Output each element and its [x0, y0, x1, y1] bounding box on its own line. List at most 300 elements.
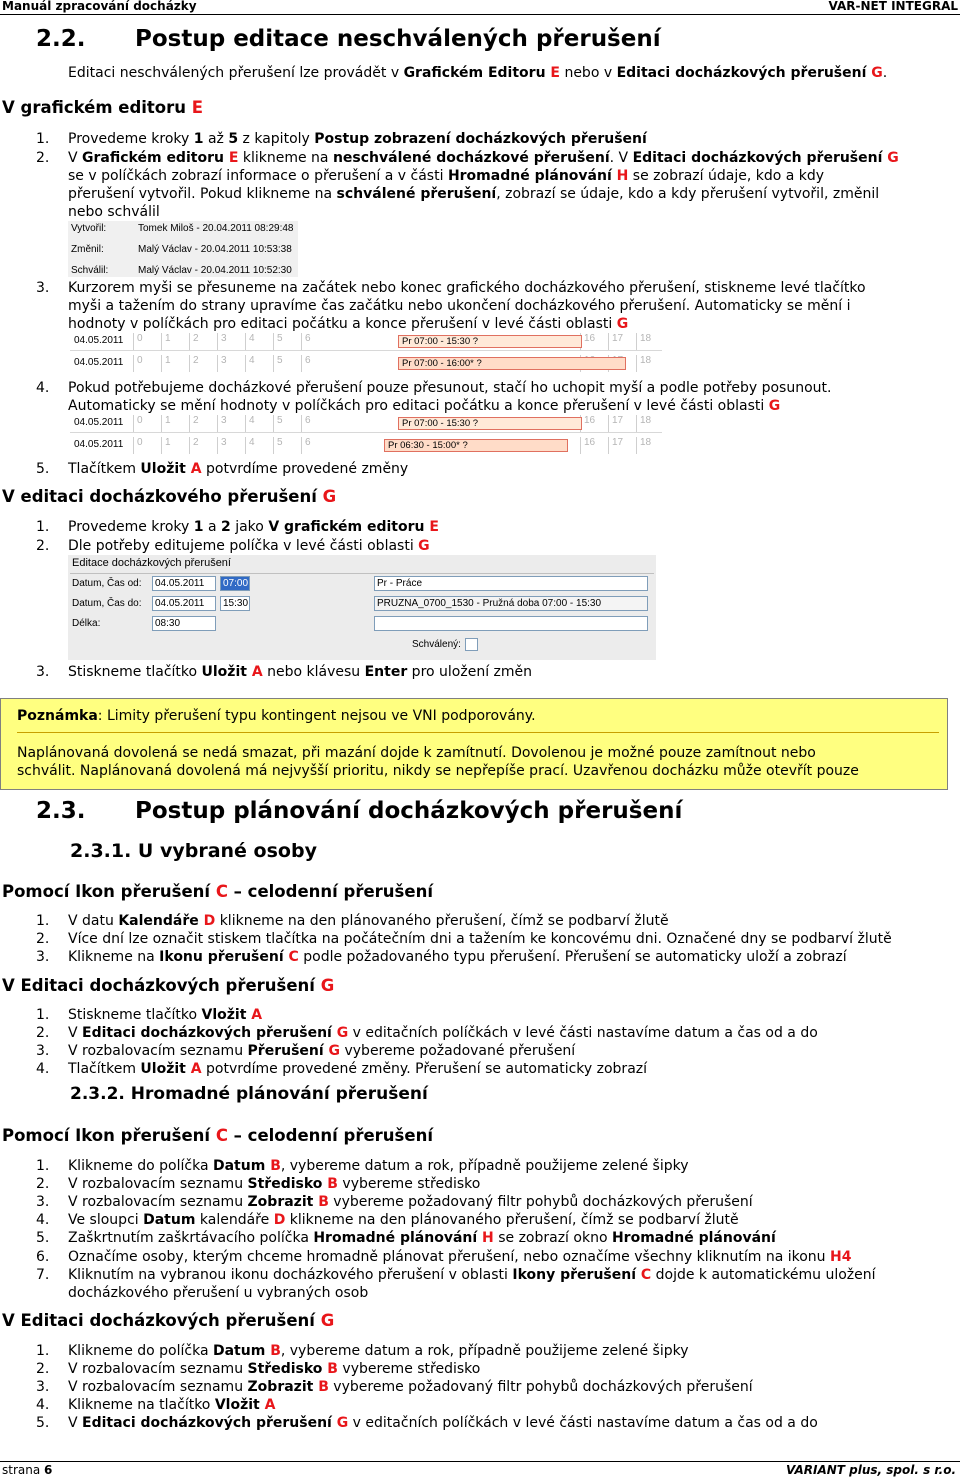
ref-letter: A	[251, 1007, 263, 1023]
ref-letter: A	[251, 664, 263, 680]
hour-cell: 0	[133, 415, 161, 432]
text: Tlačítkem	[68, 1061, 141, 1077]
ref-letter: G	[418, 538, 430, 554]
list-number: 2.	[36, 538, 50, 554]
page-number: 6	[44, 1463, 53, 1477]
interruption-type-select[interactable]: Pr - Práce	[374, 576, 648, 591]
section-heading-2-3-1: 2.3.1. U vybrané osoby	[70, 840, 317, 862]
header-right: VAR-NET INTEGRAL	[828, 0, 958, 13]
list-number: 4.	[36, 1061, 50, 1077]
page-label: strana	[2, 1463, 41, 1477]
text: kalendáře	[195, 1212, 274, 1228]
note-line: Naplánovaná dovolená se nedá smazat, při mazání dojde k zamítnutí. Dovolenou je možné pouze zamítnout nebo	[17, 745, 816, 761]
text-bold: 1	[193, 519, 204, 535]
text: V	[68, 1415, 83, 1431]
list-item	[36, 518, 439, 536]
list-item	[36, 1042, 575, 1060]
text: . V	[609, 150, 633, 166]
hour-cell: 3	[217, 437, 245, 454]
hour-cell: 6	[301, 415, 329, 432]
list-number: 3.	[36, 1043, 50, 1059]
text-bold: Středisko	[247, 1176, 328, 1192]
text: vybereme středisko	[337, 1361, 481, 1377]
list-item	[36, 1229, 776, 1247]
text: Provedeme kroky	[68, 519, 194, 535]
note-box	[0, 698, 948, 790]
heading-text: V Editaci docházkových přerušení	[2, 976, 321, 995]
text: Stiskneme tlačítko	[68, 664, 202, 680]
list-number: 4.	[36, 1212, 50, 1228]
text: podle požadovaného typu přerušení. Přerušení se automaticky uloží a zobrazí	[298, 949, 847, 965]
text-bold: Vložit	[201, 1007, 252, 1023]
text: , vybereme datum a rok, případně použijeme zelené šipky	[280, 1158, 689, 1174]
list-item-continuation	[68, 185, 879, 203]
list-item	[36, 1414, 818, 1432]
to-time-input[interactable]: 15:30	[220, 596, 250, 611]
heading-text: V editaci docházkového přerušení	[2, 487, 323, 506]
hour-cell: 5	[273, 333, 301, 350]
edit-form-screenshot	[68, 555, 656, 660]
note-input[interactable]	[374, 616, 648, 631]
interruption-bar[interactable]: Pr 06:30 - 15:00* ?	[384, 439, 568, 452]
list-item	[36, 1360, 480, 1378]
ref-letter: E	[429, 519, 439, 535]
to-label: Datum, Čas do:	[72, 598, 142, 609]
text: , zobrazí se údaje, kdo a kdy přerušení vytvořil, změnil	[496, 186, 880, 202]
hour-cell: 4	[245, 333, 273, 350]
ref-letter: A	[190, 1061, 202, 1077]
intro-paragraph	[68, 64, 887, 82]
text-bold: Ikony přerušení	[512, 1267, 641, 1283]
text: vybereme požadované přerušení	[340, 1043, 576, 1059]
list-item	[36, 1157, 689, 1175]
text: Klikneme na	[68, 949, 160, 965]
hour-cell: 3	[217, 355, 245, 372]
ref-letter: C	[640, 1267, 652, 1283]
list-number: 4.	[36, 380, 50, 396]
text: potvrdíme provedené změny	[201, 461, 409, 477]
ref-letter: E	[191, 98, 204, 117]
text: vybereme požadovaný filtr pohybů docházkových přerušení	[328, 1379, 753, 1395]
list-number: 1.	[36, 519, 50, 535]
text-bold: 2	[221, 519, 231, 535]
list-number: 5.	[36, 461, 50, 477]
list-number: 3.	[36, 1194, 50, 1210]
list-number: 3.	[36, 280, 50, 296]
text: a	[203, 519, 222, 535]
text: , vybereme datum a rok, případně použijeme zelené šipky	[280, 1343, 689, 1359]
footer-company: VARIANT plus, spol. s r.o.	[786, 1463, 956, 1477]
hour-cell: 17	[608, 415, 636, 432]
text-bold: Hromadné plánování	[611, 1230, 776, 1246]
text: Více dní lze označit stiskem tlačítka na počátečním dni a tažením ke koncovému dni. Označené dny se podbarví žlutě	[68, 931, 892, 947]
hour-cell: 2	[189, 355, 217, 372]
header-left: Manuál zpracování docházky	[2, 0, 197, 13]
ref-letter: B	[318, 1194, 329, 1210]
text: klikneme na	[238, 150, 333, 166]
ref-letter: G	[328, 1043, 341, 1059]
list-item	[36, 279, 866, 297]
text: klikneme na den plánovaného přerušení, čímž se podbarví žlutě	[285, 1212, 739, 1228]
text-bold: Datum	[143, 1212, 196, 1228]
text: Pokud potřebujeme docházkové přerušení pouze přesunout, stačí ho uchopit myší a podle potřeby posunout.	[68, 380, 832, 396]
list-number: 3.	[36, 664, 50, 680]
timeline-screenshot-a	[70, 333, 662, 375]
list-item	[36, 1024, 818, 1042]
list-number: 6.	[36, 1249, 50, 1265]
list-item-continuation: myši a tažením do strany upravíme čas začátku nebo ukončení docházkového přerušení. Automaticky se mění i	[68, 298, 851, 314]
list-number: 5.	[36, 1230, 50, 1246]
subheading-graphic-editor	[2, 98, 203, 117]
hour-cell: 4	[245, 355, 273, 372]
work-plan-field: PRUZNA_0700_1530 - Pružná doba 07:00 - 15:30	[374, 596, 648, 611]
list-number: 3.	[36, 1379, 50, 1395]
ref-letter: G	[322, 487, 337, 506]
list-number: 1.	[36, 131, 50, 147]
hour-cell: 2	[189, 437, 217, 454]
form-title: Editace docházkových přerušení	[72, 557, 231, 569]
list-number: 2.	[36, 931, 50, 947]
hour-cell: 18	[636, 437, 662, 454]
approved-label: Schválil:	[71, 265, 109, 276]
text: vybereme požadovaný filtr pohybů docházkových přerušení	[328, 1194, 753, 1210]
hour-cell: 6	[301, 355, 329, 372]
length-label: Délka:	[72, 618, 101, 629]
text: až	[203, 131, 229, 147]
note-line: schválit. Naplánovaná dovolená má nejvyšší prioritu, nikdy se nepřepíše prací. Uzavřenou docházku může otevřít pouze	[17, 763, 859, 779]
text-bold: Editaci docházkových přerušení	[82, 1025, 337, 1041]
timeline-screenshot-b	[70, 415, 662, 457]
note-label: Poznámka	[17, 708, 98, 724]
text: Ve sloupci	[68, 1212, 144, 1228]
section-heading-2-2	[36, 26, 661, 52]
subheading	[2, 1311, 334, 1330]
text-bold: 5	[228, 131, 239, 147]
text: V rozbalovacím seznamu	[68, 1043, 248, 1059]
text: V rozbalovacím seznamu	[68, 1194, 248, 1210]
list-number: 3.	[36, 949, 50, 965]
text-bold: neschválené docházkové přerušení	[332, 150, 610, 166]
ref-letter: C	[215, 882, 228, 901]
text: Kurzorem myši se přesuneme na začátek nebo konec grafického docházkového přerušení, stiskneme levé tlačítko	[68, 280, 866, 296]
subheading	[2, 1126, 433, 1145]
text-bold: Kalendáře	[118, 913, 204, 929]
text: klikneme na den plánovaného přerušení, čímž se podbarví žlutě	[215, 913, 669, 929]
ref-letter: E	[228, 150, 239, 166]
timeline-row	[70, 437, 662, 454]
list-item-continuation	[68, 315, 628, 333]
text: V	[68, 1025, 83, 1041]
ref-letter: G	[887, 150, 899, 166]
subheading	[2, 976, 334, 995]
ref-letter: A	[264, 1397, 276, 1413]
approved-label: Schválený:	[412, 639, 461, 650]
ref-letter: B	[270, 1343, 281, 1359]
hour-cell: 17	[608, 437, 636, 454]
text-bold: Ikonu přerušení	[159, 949, 289, 965]
text: Dle potřeby editujeme políčka v levé části oblasti	[68, 538, 419, 554]
section-heading-2-3	[36, 798, 682, 824]
hour-cell: 17	[608, 333, 636, 350]
text-bold: Datum	[212, 1343, 271, 1359]
ref-letter: A	[190, 461, 202, 477]
text-bold: Postup zobrazení docházkových přerušení	[314, 131, 647, 147]
list-item-continuation	[68, 397, 780, 415]
list-item-continuation: nebo schválil	[68, 204, 160, 220]
list-item	[36, 460, 408, 478]
text-bold: schválené přerušení	[336, 186, 497, 202]
text: Zaškrtnutím zaškrtávacího políčka	[68, 1230, 314, 1246]
text: Klikneme na tlačítko	[68, 1397, 215, 1413]
heading-text: Pomocí Ikon přerušení	[2, 1126, 216, 1145]
page-footer	[0, 1461, 960, 1476]
text: pro uložení změn	[407, 664, 533, 680]
text-bold: Vložit	[214, 1397, 265, 1413]
text: Označíme osoby, kterým chceme hromadně plánovat přerušení, nebo označíme všechny kliknutím na ikonu	[68, 1249, 830, 1265]
text-bold: Hromadné plánování	[313, 1230, 483, 1246]
hour-cell: 4	[245, 415, 273, 432]
text-bold: Zobrazit	[247, 1194, 319, 1210]
row-date: 04.05.2011	[74, 335, 124, 346]
hour-cell: 6	[301, 437, 329, 454]
text-bold: Editaci docházkových přerušení	[616, 65, 872, 81]
text: Klikneme do políčka	[68, 1343, 213, 1359]
list-item	[36, 663, 532, 681]
list-item	[36, 1342, 689, 1360]
list-item	[36, 149, 899, 167]
text: .	[882, 65, 888, 81]
text: se zobrazí okno	[493, 1230, 612, 1246]
text: nebo klávesu	[262, 664, 365, 680]
hour-cell: 0	[133, 333, 161, 350]
text: z kapitoly	[238, 131, 315, 147]
hour-cell: 16	[580, 415, 608, 432]
list-item	[36, 1060, 647, 1078]
list-number: 1.	[36, 1007, 50, 1023]
ref-letter: G	[320, 976, 335, 995]
subheading	[2, 882, 433, 901]
hour-cell: 0	[133, 355, 161, 372]
hour-cell: 5	[273, 437, 301, 454]
ref-letter: B	[327, 1361, 338, 1377]
from-time-input[interactable]: 07:00	[220, 576, 250, 591]
ref-letter: G	[320, 1311, 335, 1330]
text-bold: V grafickém editoru	[268, 519, 430, 535]
row-date: 04.05.2011	[74, 417, 124, 428]
text-bold: Grafickém Editoru	[403, 65, 551, 81]
ref-letter: B	[318, 1379, 329, 1395]
timeline-row	[70, 355, 662, 372]
created-value: Tomek Miloš - 20.04.2011 08:29:48	[138, 223, 294, 234]
text: se zobrazí údaje, kdo a kdy	[628, 168, 825, 184]
interruption-bar[interactable]: Pr 07:00 - 16:00* ?	[398, 357, 626, 370]
interruption-bar[interactable]: Pr 07:00 - 15:30 ?	[398, 335, 582, 348]
list-number: 1.	[36, 1343, 50, 1359]
hour-cell: 5	[273, 355, 301, 372]
list-item	[36, 1248, 851, 1266]
timeline-row	[70, 415, 662, 433]
list-item	[36, 930, 892, 948]
text-bold: Uložit	[140, 1061, 191, 1077]
heading-text: Pomocí Ikon přerušení	[2, 882, 216, 901]
list-item	[36, 1211, 739, 1229]
ref-letter: G	[616, 316, 629, 332]
text: v editačních políčkách v levé části nastavíme datum a čas od a do	[348, 1025, 818, 1041]
ref-letter: G	[871, 65, 883, 81]
text: se v políčkách zobrazí informace o přerušení a v části	[68, 168, 448, 184]
list-number: 4.	[36, 1397, 50, 1413]
list-item	[36, 1193, 753, 1211]
timeline-row	[70, 333, 662, 351]
text: nebo v	[560, 65, 617, 81]
text: potvrdíme provedené změny. Přerušení se automaticky zobrazí	[201, 1061, 648, 1077]
hour-cell: 18	[636, 333, 662, 350]
ref-letter: G	[336, 1415, 349, 1431]
list-item	[36, 1175, 480, 1193]
text-bold: Editaci docházkových přerušení	[82, 1415, 337, 1431]
text: Klikneme do políčka	[68, 1158, 213, 1174]
text: přerušení vytvořil. Pokud klikneme na	[68, 186, 337, 202]
text-bold: Grafickém editoru	[82, 150, 229, 166]
changed-label: Změnil:	[71, 244, 104, 255]
changed-value: Malý Václav - 20.04.2011 10:53:38	[138, 244, 292, 255]
row-date: 04.05.2011	[74, 357, 124, 368]
section-number: 2.3.	[36, 798, 86, 824]
text: : Limity přerušení typu kontingent nejsou ve VNI podporovány.	[97, 708, 536, 724]
text-bold: Zobrazit	[247, 1379, 319, 1395]
list-item	[36, 1266, 876, 1284]
ref-letter: G	[768, 398, 781, 414]
text: dojde k automatickému uložení	[651, 1267, 876, 1283]
hour-cell: 1	[161, 355, 189, 372]
hour-cell: 1	[161, 333, 189, 350]
list-number: 7.	[36, 1267, 50, 1283]
list-item	[36, 1006, 262, 1024]
list-item	[36, 1378, 753, 1396]
text: Provedeme kroky	[68, 131, 194, 147]
text: Kliknutím na vybranou ikonu docházkového přerušení v oblasti	[68, 1267, 513, 1283]
subheading-interruption-editor	[2, 487, 336, 506]
ref-letter: C	[215, 1126, 228, 1145]
text: V rozbalovacím seznamu	[68, 1176, 248, 1192]
text-bold: Uložit	[201, 664, 252, 680]
text: v editačních políčkách v levé části nastavíme datum a čas od a do	[348, 1415, 818, 1431]
text: jako	[230, 519, 269, 535]
text: V rozbalovacím seznamu	[68, 1361, 248, 1377]
ref-letter: H	[616, 168, 629, 184]
list-number: 1.	[36, 913, 50, 929]
ref-letter: D	[203, 913, 216, 929]
list-item	[36, 912, 669, 930]
hour-cell: 16	[580, 437, 608, 454]
text: Tlačítkem	[68, 461, 141, 477]
audit-info-screenshot	[68, 221, 298, 277]
row-date: 04.05.2011	[74, 439, 124, 450]
ref-letter: G	[336, 1025, 349, 1041]
hour-cell: 1	[161, 415, 189, 432]
note-line	[17, 708, 536, 724]
text-bold: Uložit	[140, 461, 191, 477]
ref-letter: B	[327, 1176, 338, 1192]
list-item	[36, 130, 647, 148]
list-item	[36, 537, 430, 555]
ref-letter: C	[288, 949, 299, 965]
heading-text: – celodenní přerušení	[227, 1126, 433, 1145]
list-item	[36, 948, 847, 966]
length-input[interactable]: 08:30	[152, 616, 216, 631]
heading-text: – celodenní přerušení	[227, 882, 433, 901]
text: Stiskneme tlačítko	[68, 1007, 202, 1023]
text: V datu	[68, 913, 119, 929]
approved-checkbox[interactable]	[465, 638, 478, 651]
text: Editaci neschválených přerušení lze provádět v	[68, 65, 404, 81]
hour-cell: 1	[161, 437, 189, 454]
hour-cell: 0	[133, 437, 161, 454]
to-date-input[interactable]: 04.05.2011	[152, 596, 216, 611]
ref-letter: B	[270, 1158, 281, 1174]
ref-letter: H4	[829, 1249, 852, 1265]
list-item-continuation: docházkového přerušení u vybraných osob	[68, 1285, 369, 1301]
text-bold: Editaci docházkových přerušení	[632, 150, 888, 166]
list-number: 2.	[36, 150, 50, 166]
ref-letter: H	[482, 1230, 494, 1246]
hour-cell: 3	[217, 333, 245, 350]
interruption-bar[interactable]: Pr 07:00 - 15:30 ?	[398, 417, 582, 430]
text-bold: Enter	[364, 664, 408, 680]
from-date-input[interactable]: 04.05.2011	[152, 576, 216, 591]
approved-value: Malý Václav - 20.04.2011 10:52:30	[138, 265, 292, 276]
ref-letter: D	[273, 1212, 286, 1228]
text: Automaticky se mění hodnoty v políčkách pro editaci počátku a konce přerušení v levé části oblasti	[68, 398, 769, 414]
list-number: 2.	[36, 1361, 50, 1377]
text: vybereme středisko	[337, 1176, 481, 1192]
section-number: 2.2.	[36, 26, 86, 52]
list-number: 2.	[36, 1176, 50, 1192]
page-header	[0, 0, 960, 15]
text: V rozbalovacím seznamu	[68, 1379, 248, 1395]
list-number: 1.	[36, 1158, 50, 1174]
list-number: 2.	[36, 1025, 50, 1041]
list-item	[36, 1396, 275, 1414]
created-label: Vytvořil:	[71, 223, 107, 234]
heading-text: V Editaci docházkových přerušení	[2, 1311, 321, 1330]
text: hodnoty v políčkách pro editaci počátku a konce přerušení v levé části oblasti	[68, 316, 617, 332]
section-heading-2-3-2: 2.3.2. Hromadné plánování přerušení	[70, 1084, 428, 1104]
text-bold: 1	[193, 131, 204, 147]
list-number: 5.	[36, 1415, 50, 1431]
hour-cell: 2	[189, 415, 217, 432]
hour-cell: 16	[580, 333, 608, 350]
note-divider	[17, 732, 939, 733]
list-item-continuation	[68, 167, 824, 185]
ref-letter: E	[550, 65, 560, 81]
text-bold: Datum	[212, 1158, 271, 1174]
hour-cell: 3	[217, 415, 245, 432]
text-bold: Středisko	[247, 1361, 328, 1377]
hour-cell: 18	[636, 355, 662, 372]
text: V	[68, 150, 83, 166]
hour-cell: 6	[301, 333, 329, 350]
list-item	[36, 379, 831, 397]
heading-text: V grafickém editoru	[2, 98, 192, 117]
from-label: Datum, Čas od:	[72, 578, 142, 589]
hour-cell: 2	[189, 333, 217, 350]
text-bold: Hromadné plánování	[447, 168, 617, 184]
section-title: Postup editace neschválených přerušení	[135, 26, 661, 52]
hour-cell: 5	[273, 415, 301, 432]
section-title: Postup plánování docházkových přerušení	[135, 798, 683, 824]
hour-cell: 4	[245, 437, 273, 454]
